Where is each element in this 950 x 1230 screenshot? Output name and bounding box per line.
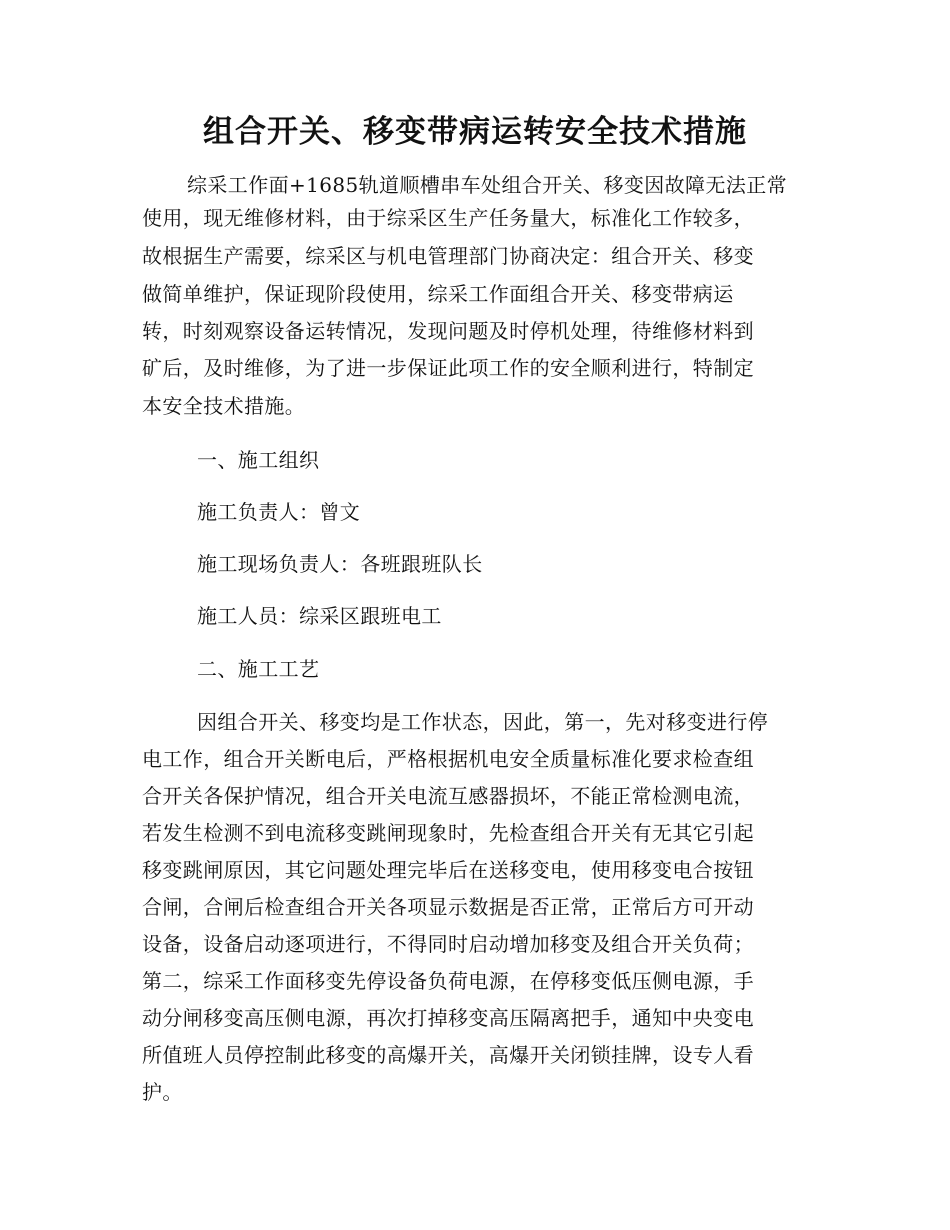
list-item: 施工现场负责人：各班跟班队长 bbox=[197, 552, 483, 576]
document-title: 组合开关、移变带病运转安全技术措施 bbox=[203, 114, 747, 150]
intro-line: 做简单维护，保证现阶段使用，综采工作面组合开关、移变带病运 bbox=[142, 282, 734, 306]
intro-line: 使用，现无维修材料，由于综采区生产任务量大，标准化工作较多， bbox=[142, 206, 754, 230]
intro-line: 本安全技术措施。 bbox=[142, 394, 306, 418]
paragraph-line: 动分闸移变高压侧电源，再次打掉移变高压隔离把手，通知中央变电 bbox=[142, 1006, 754, 1030]
paragraph-line: 若发生检测不到电流移变跳闸现象时，先检查组合开关有无其它引起 bbox=[142, 821, 754, 845]
section-heading: 一、施工组织 bbox=[197, 448, 320, 472]
section-heading: 二、施工工艺 bbox=[197, 657, 320, 681]
paragraph-line: 合闸，合闸后检查组合开关各项显示数据是否正常，正常后方可开动 bbox=[142, 895, 754, 919]
paragraph-line: 第二，综采工作面移变先停设备负荷电源，在停移变低压侧电源，手 bbox=[142, 969, 754, 993]
intro-line: 综采工作面+1685轨道顺槽串车处组合开关、移变因故障无法正常 bbox=[187, 173, 788, 197]
list-item: 施工人员：综采区跟班电工 bbox=[197, 604, 442, 628]
paragraph-line: 护。 bbox=[142, 1080, 183, 1104]
paragraph-line: 电工作，组合开关断电后，严格根据机电安全质量标准化要求检查组 bbox=[142, 747, 754, 771]
intro-line: 矿后，及时维修，为了进一步保证此项工作的安全顺利进行，特制定 bbox=[142, 356, 754, 380]
paragraph-line: 所值班人员停控制此移变的高爆开关，高爆开关闭锁挂牌，设专人看 bbox=[142, 1043, 754, 1067]
paragraph-line: 因组合开关、移变均是工作状态，因此，第一，先对移变进行停 bbox=[197, 710, 769, 734]
paragraph-line: 移变跳闸原因，其它问题处理完毕后在送移变电，使用移变电合按钮 bbox=[142, 858, 754, 882]
paragraph-line: 设备，设备启动逐项进行，不得同时启动增加移变及组合开关负荷； bbox=[142, 932, 754, 956]
intro-line: 转，时刻观察设备运转情况，发现问题及时停机处理，待维修材料到 bbox=[142, 319, 754, 343]
paragraph-line: 合开关各保护情况，组合开关电流互感器损坏，不能正常检测电流， bbox=[142, 784, 754, 808]
list-item: 施工负责人：曾文 bbox=[197, 500, 361, 524]
intro-line: 故根据生产需要，综采区与机电管理部门协商决定：组合开关、移变 bbox=[142, 244, 754, 268]
